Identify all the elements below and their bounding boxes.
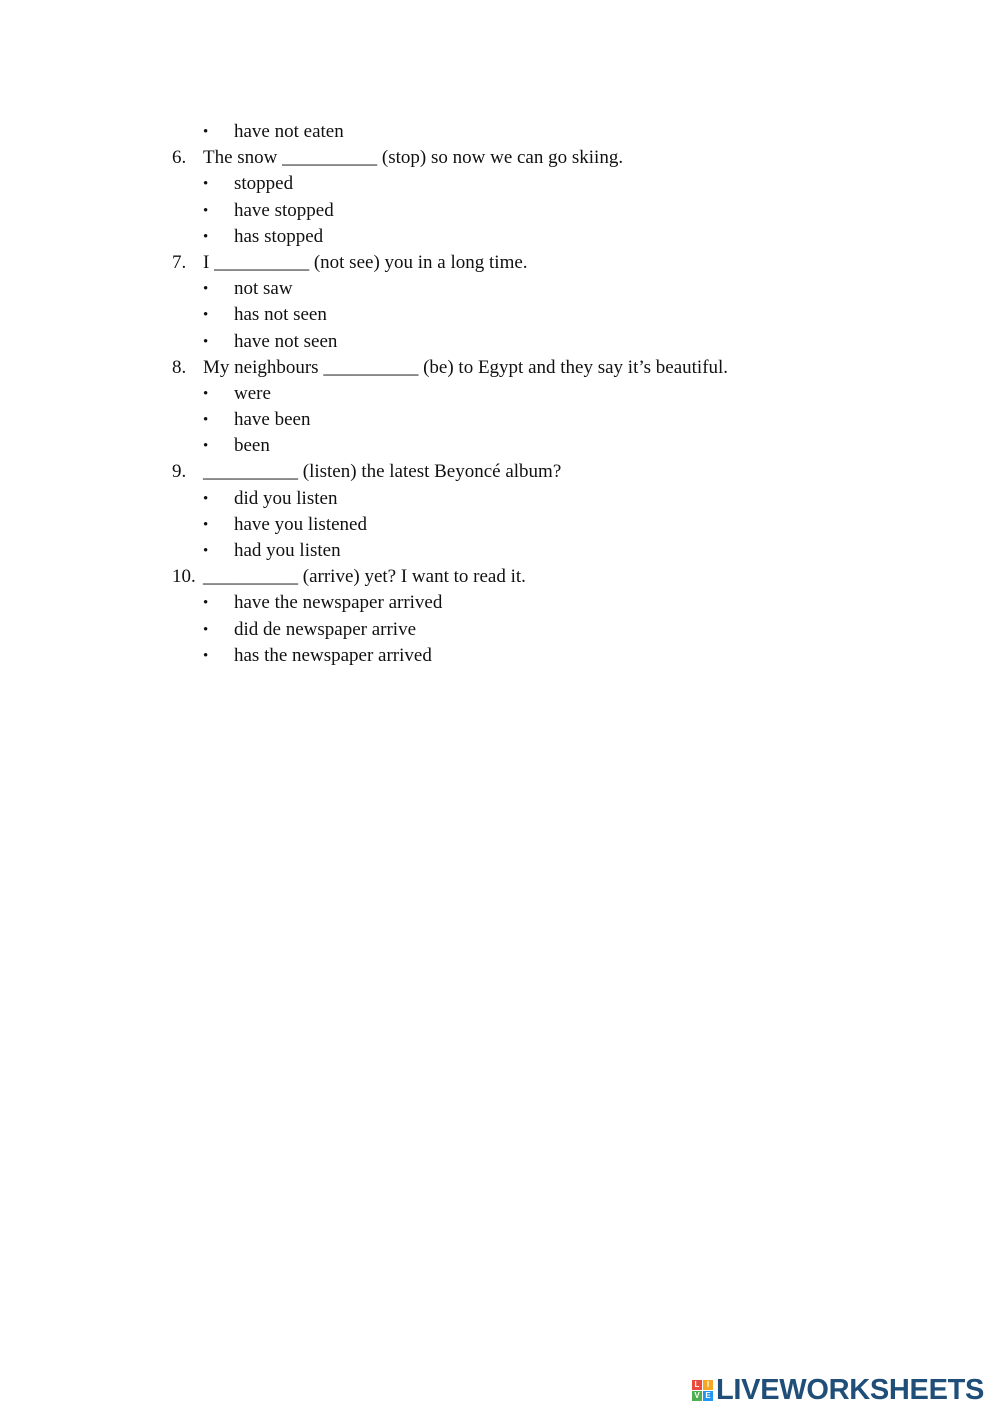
answer-option — [172, 329, 952, 355]
logo-text: LIVEWORKSHEETS — [716, 1374, 985, 1406]
question-number: 6. — [172, 147, 187, 169]
bullet-icon: • — [203, 412, 209, 429]
answer-option-text: did de newspaper arrive — [234, 618, 417, 640]
answer-option — [172, 512, 952, 538]
answer-option-text: have you listened — [234, 513, 367, 535]
answer-option — [172, 538, 952, 564]
bullet-icon: • — [203, 281, 209, 298]
question-text: My neighbours __________ (be) to Egypt and they say it’s beautiful. — [203, 356, 729, 378]
question-line — [172, 145, 952, 171]
bullet-icon: • — [203, 202, 209, 219]
question-text: I __________ (not see) you in a long time. — [203, 251, 528, 273]
question-number: 7. — [172, 251, 187, 273]
logo-mark-tile: L — [692, 1380, 702, 1390]
question-text: __________ (arrive) yet? I want to read it. — [203, 566, 526, 588]
answer-option-text: did you listen — [234, 487, 338, 509]
answer-option — [172, 302, 952, 328]
answer-option — [172, 119, 952, 145]
liveworksheets-logo — [692, 1374, 984, 1406]
answer-option — [172, 433, 952, 459]
answer-option-text: have not eaten — [234, 121, 344, 142]
answer-option — [172, 643, 952, 669]
bullet-icon: • — [203, 647, 209, 664]
logo-mark-tile: V — [692, 1391, 702, 1401]
answer-option — [172, 486, 952, 512]
answer-option-text: have stopped — [234, 199, 334, 221]
answer-option — [172, 407, 952, 433]
question-number: 8. — [172, 356, 187, 378]
bullet-icon: • — [203, 385, 209, 402]
liveworksheets-mark-icon — [692, 1380, 713, 1401]
answer-option-text: were — [234, 382, 271, 404]
question-line — [172, 564, 952, 590]
answer-option — [172, 171, 952, 197]
answer-option-text: not saw — [234, 278, 293, 300]
bullet-icon: • — [203, 307, 209, 324]
question-text: The snow __________ (stop) so now we can go skiing. — [203, 147, 624, 169]
bullet-icon: • — [203, 124, 209, 140]
answer-option-text: have not seen — [234, 330, 338, 352]
answer-option-text: had you listen — [234, 540, 341, 561]
answer-option-text: been — [234, 435, 270, 457]
question-list — [172, 119, 952, 669]
answer-option — [172, 224, 952, 250]
answer-option-text: has stopped — [234, 225, 324, 247]
logo-mark-tile: I — [703, 1380, 713, 1390]
bullet-icon: • — [203, 176, 209, 193]
bullet-icon: • — [203, 228, 209, 245]
answer-option — [172, 590, 952, 616]
question-text: __________ (listen) the latest Beyoncé album? — [203, 461, 562, 483]
answer-option-text: have the newspaper arrived — [234, 592, 443, 614]
bullet-icon: • — [203, 543, 209, 559]
answer-option-text: stopped — [234, 173, 294, 195]
bullet-icon: • — [203, 595, 209, 612]
question-line — [172, 250, 952, 276]
logo-mark-tile: E — [703, 1391, 713, 1401]
answer-option — [172, 381, 952, 407]
question-number: 10. — [172, 566, 196, 588]
question-number: 9. — [172, 461, 187, 483]
answer-option-text: have been — [234, 409, 311, 431]
bullet-icon: • — [203, 516, 209, 533]
bullet-icon: • — [203, 490, 209, 507]
answer-option — [172, 276, 952, 302]
bullet-icon: • — [203, 438, 209, 455]
question-line — [172, 459, 952, 485]
answer-option-text: has the newspaper arrived — [234, 644, 432, 666]
question-line — [172, 355, 952, 381]
bullet-icon: • — [203, 333, 209, 350]
answer-option — [172, 617, 952, 643]
bullet-icon: • — [203, 621, 209, 638]
answer-option — [172, 198, 952, 224]
answer-option-text: has not seen — [234, 304, 327, 326]
